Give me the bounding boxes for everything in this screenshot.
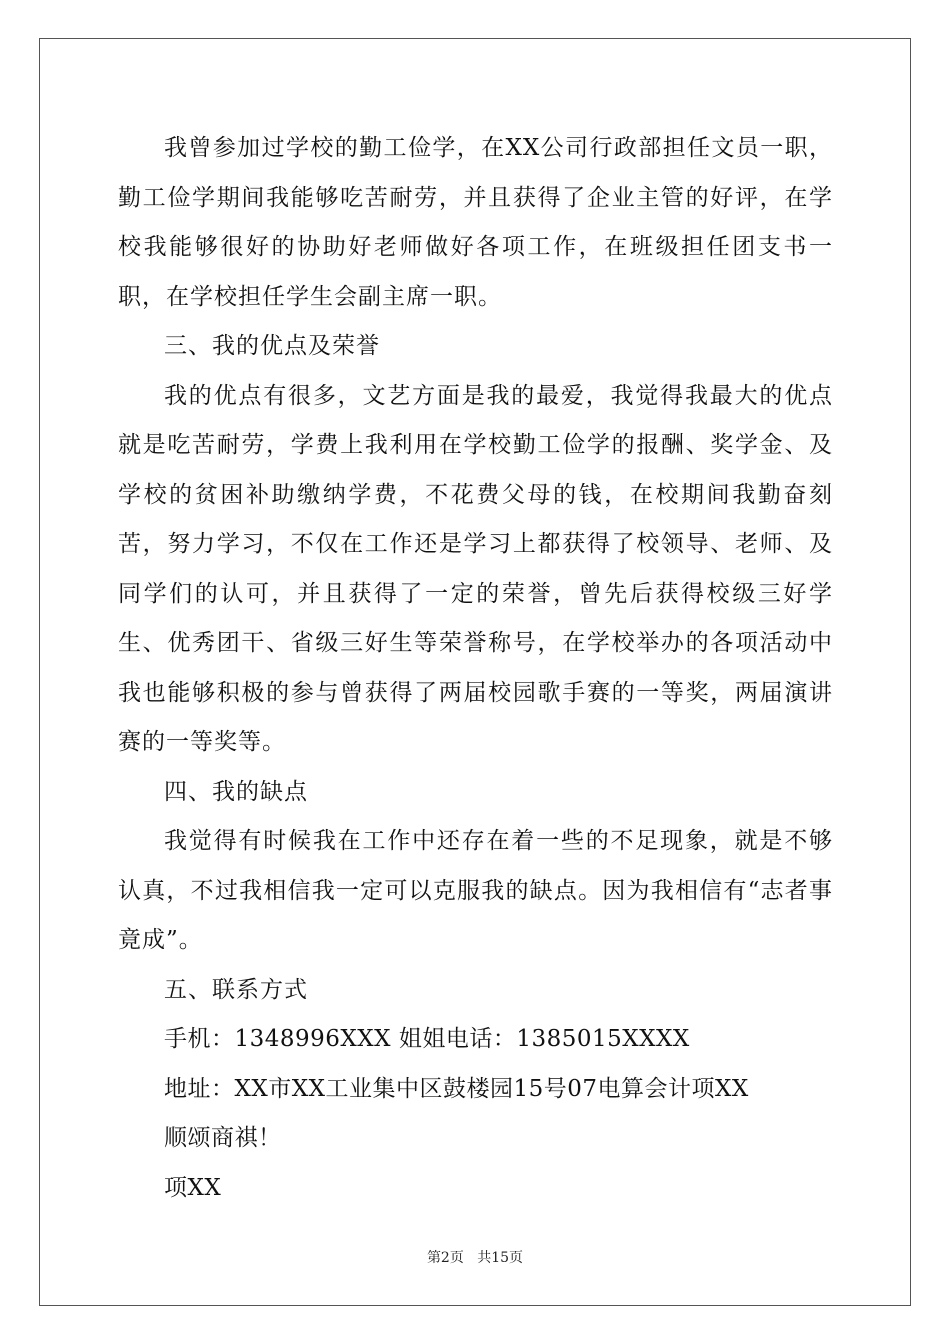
paragraph-work-experience: 我曾参加过学校的勤工俭学，在XX公司行政部担任文员一职，勤工俭学期间我能够吃苦耐劳，并且获得了企业主管的好评，在学校我能够很好的协助好老师做好各项工作，在班级担任团支书一职，在学校担任学生会副主席一职。 xyxy=(118,135,833,310)
signature-name: 项XX xyxy=(164,1174,222,1201)
heading-weaknesses: 四、我的缺点 xyxy=(164,778,308,805)
paragraph-strengths: 我的优点有很多，文艺方面是我的最爱，我觉得我最大的优点就是吃苦耐劳，学费上我利用在学校勤工俭学的报酬、奖学金、及学校的贫困补助缴纳学费，不花费父母的钱，在校期间我勤奋刻苦，努力学习，不仅在工作还是学习上都获得了校领导、老师、及同学们的认可，并且获得了一定的荣誉，曾先后获得校级三好学生、优秀团干、省级三好生等荣誉称号，在学校举办的各项活动中我也能够积极的参与曾获得了两届校园歌手赛的一等奖，两届演讲赛的一等奖等。 xyxy=(118,382,833,755)
contact-phone: 手机：1348996XXX 姐姐电话：1385015XXXX xyxy=(164,1026,690,1052)
document-body xyxy=(118,124,833,1213)
page-total: 共15页 xyxy=(477,1250,524,1266)
page-number: 第2页 xyxy=(426,1250,464,1266)
contact-address: 地址：XX市XX工业集中区鼓楼园15号07电算会计项XX xyxy=(164,1075,749,1102)
page-footer xyxy=(0,1247,950,1267)
paragraph-weaknesses: 我觉得有时候我在工作中还存在着一些的不足现象，就是不够认真，不过我相信我一定可以克服我的缺点。因为我相信有“志者事竟成”。 xyxy=(118,828,833,953)
heading-strengths: 三、我的优点及荣誉 xyxy=(164,333,380,359)
closing-greeting: 顺颂商祺！ xyxy=(164,1125,282,1151)
heading-contact: 五、联系方式 xyxy=(164,976,308,1003)
